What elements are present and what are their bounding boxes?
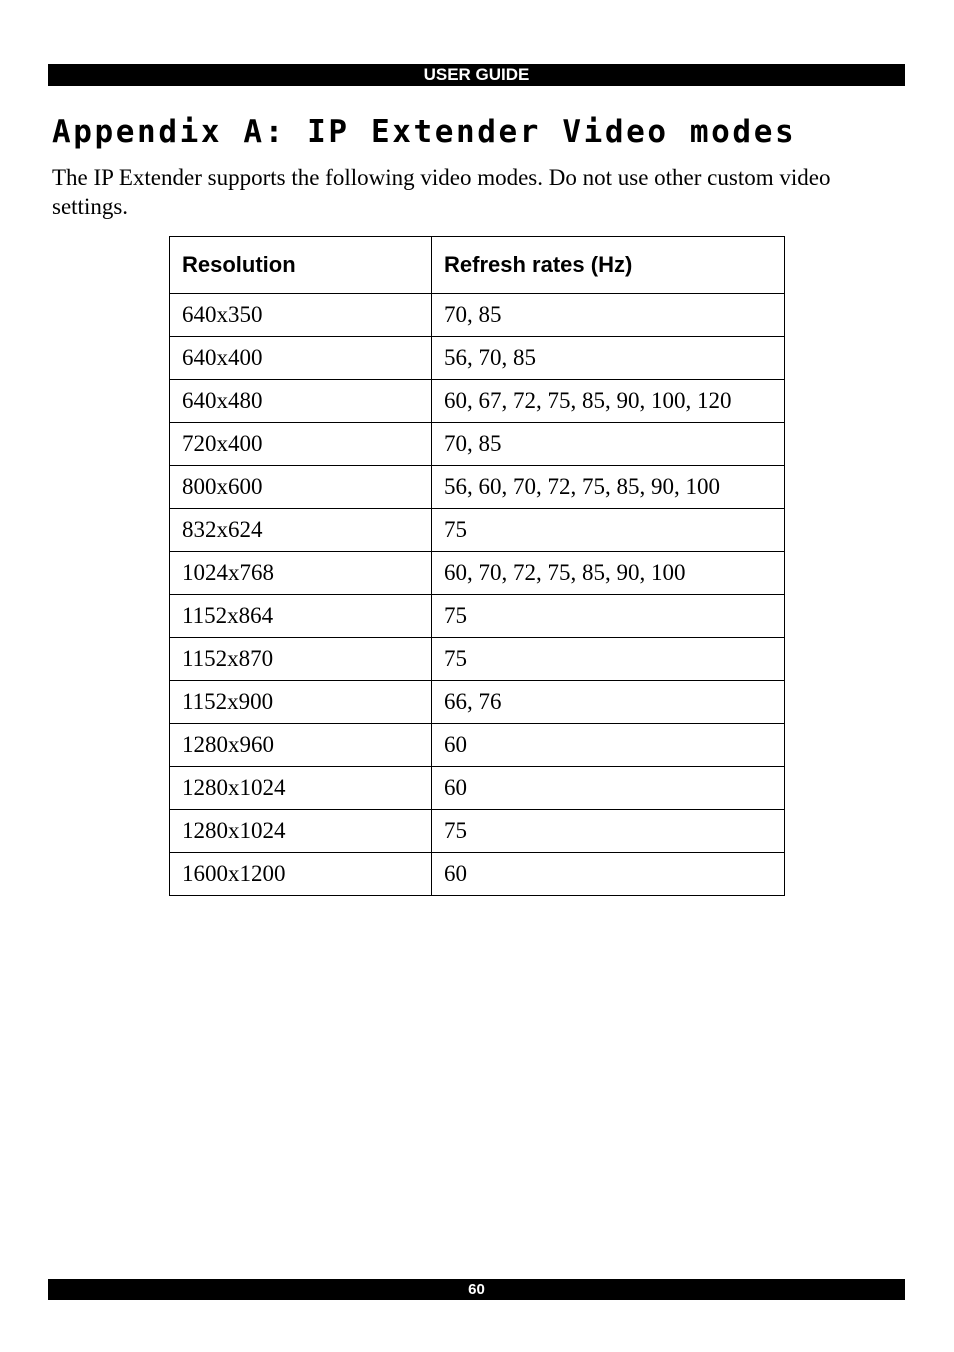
table-row — [170, 466, 785, 509]
refresh-rates-cell: 70, 85 — [432, 294, 785, 337]
refresh-rates-cell: 75 — [432, 595, 785, 638]
resolution-cell: 1280x1024 — [170, 767, 432, 810]
running-footer — [48, 1279, 905, 1300]
resolution-cell: 640x350 — [170, 294, 432, 337]
table-row — [170, 337, 785, 380]
resolution-cell: 720x400 — [170, 423, 432, 466]
resolution-cell: 640x400 — [170, 337, 432, 380]
table-row — [170, 810, 785, 853]
refresh-rates-cell: 56, 60, 70, 72, 75, 85, 90, 100 — [432, 466, 785, 509]
table-row — [170, 681, 785, 724]
refresh-rates-cell: 75 — [432, 509, 785, 552]
header-label: USER GUIDE — [423, 65, 530, 84]
resolution-cell: 800x600 — [170, 466, 432, 509]
table-row — [170, 853, 785, 896]
table-row — [170, 724, 785, 767]
resolution-cell: 1152x900 — [170, 681, 432, 724]
refresh-rates-cell: 75 — [432, 810, 785, 853]
refresh-rates-cell: 70, 85 — [432, 423, 785, 466]
refresh-rates-cell: 66, 76 — [432, 681, 785, 724]
table-row — [170, 595, 785, 638]
table-row — [170, 380, 785, 423]
table-row — [170, 767, 785, 810]
page-title: Appendix A: IP Extender Video modes — [52, 114, 797, 150]
resolution-cell: 1600x1200 — [170, 853, 432, 896]
intro-paragraph: The IP Extender supports the following video modes. Do not use other custom video settings. — [52, 165, 831, 219]
refresh-rates-cell: 60, 67, 72, 75, 85, 90, 100, 120 — [432, 380, 785, 423]
column-header-refresh-rates: Refresh rates (Hz) — [432, 237, 785, 294]
page-number: 60 — [468, 1281, 485, 1298]
table-row — [170, 423, 785, 466]
table-body — [170, 294, 785, 896]
refresh-rates-cell: 60, 70, 72, 75, 85, 90, 100 — [432, 552, 785, 595]
table-row — [170, 638, 785, 681]
table-row — [170, 552, 785, 595]
refresh-rates-cell: 56, 70, 85 — [432, 337, 785, 380]
table-row — [170, 294, 785, 337]
table-header-row — [170, 237, 785, 294]
video-modes-table — [169, 236, 785, 896]
resolution-cell: 1024x768 — [170, 552, 432, 595]
table-row — [170, 509, 785, 552]
resolution-cell: 1280x1024 — [170, 810, 432, 853]
refresh-rates-cell: 60 — [432, 724, 785, 767]
running-header — [48, 64, 905, 86]
resolution-cell: 1152x864 — [170, 595, 432, 638]
resolution-cell: 1152x870 — [170, 638, 432, 681]
resolution-cell: 832x624 — [170, 509, 432, 552]
resolution-cell: 640x480 — [170, 380, 432, 423]
refresh-rates-cell: 60 — [432, 767, 785, 810]
refresh-rates-cell: 75 — [432, 638, 785, 681]
resolution-cell: 1280x960 — [170, 724, 432, 767]
column-header-resolution: Resolution — [170, 237, 432, 294]
refresh-rates-cell: 60 — [432, 853, 785, 896]
